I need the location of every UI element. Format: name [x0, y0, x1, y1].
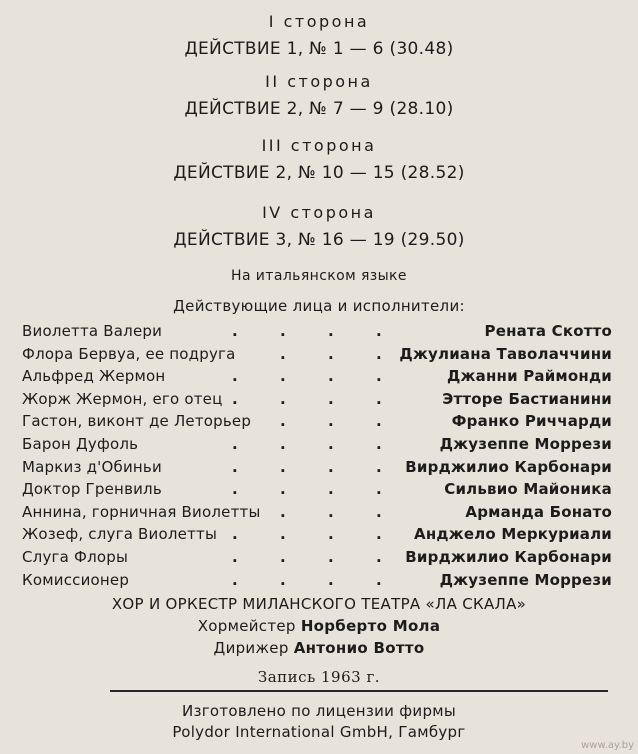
cast-performer: Джулиана Таволаччини	[399, 344, 612, 363]
chorus-master-label: Хормейстер	[197, 617, 296, 635]
side-4-act: ДЕЙСТВИЕ 3, № 16 — 19 (29.50)	[173, 230, 465, 250]
cast-role: Маркиз д'Обиньи	[22, 457, 162, 476]
cast-row: Маркиз д'Обиньи . . . . Вирджилио Карбонари	[22, 457, 612, 476]
side-3-label: III сторона	[261, 136, 377, 155]
cast-row: Комиссионер . . . . Джузеппе Моррези	[22, 570, 612, 589]
cast-heading: Действующие лица и исполнители:	[173, 297, 465, 315]
conductor-name: Антонио Вотто	[293, 639, 425, 657]
cast-row: Флора Бервуа, ее подруга . . . Джулиана Таволаччини	[22, 344, 612, 363]
conductor	[0, 639, 638, 657]
cast-role: Жозеф, слуга Виолетты	[22, 525, 218, 544]
license-line-2: Polydor International GmbH, Гамбург	[172, 723, 466, 741]
side-1-act: ДЕЙСТВИЕ 1, № 1 — 6 (30.48)	[184, 39, 454, 59]
cast-role: Флора Бервуа, ее подруга	[22, 344, 236, 363]
cast-row: Жорж Жермон, его отец . . . . Этторе Бастианини	[22, 389, 612, 408]
cast-role: Альфред Жермон	[22, 367, 166, 386]
cast-row: Альфред Жермон . . . . Джанни Раймонди	[22, 367, 612, 386]
cast-role: Комиссионер	[22, 570, 130, 589]
cast-role: Гастон, виконт де Леторьер	[22, 412, 252, 431]
cast-role: Аннина, горничная Виолетты	[22, 502, 261, 521]
cast-row: Слуга Флоры . . . . Вирджилио Карбонари	[22, 547, 612, 566]
chorus-master-name: Норберто Мола	[300, 617, 441, 635]
cast-role: Жорж Жермон, его отец	[22, 389, 223, 408]
side-3-act: ДЕЙСТВИЕ 2, № 10 — 15 (28.52)	[173, 163, 465, 183]
conductor-label: Дирижер	[213, 639, 289, 657]
cast-list	[22, 322, 612, 593]
chorus-orchestra: ХОР И ОРКЕСТР МИЛАНСКОГО ТЕАТРА «ЛА СКАЛА»	[111, 595, 527, 613]
chorus-master	[0, 617, 638, 635]
cast-role: Виолетта Валери	[22, 322, 163, 340]
cast-performer: Этторе Бастианини	[442, 389, 612, 408]
language-note: На итальянском языке	[231, 268, 407, 284]
cast-row: Доктор Гренвиль . . . . Сильвио Майоника	[22, 480, 612, 499]
cast-performer: Франко Риччарди	[451, 412, 612, 431]
cast-performer: Джузеппе Моррези	[439, 570, 612, 589]
cast-row: Виолетта Валери . . . . Рената Скотто	[22, 322, 612, 340]
side-4-label: IV сторона	[262, 203, 376, 222]
cast-row: Жозеф, слуга Виолетты . . . . Анджело Меркуриали	[22, 525, 612, 544]
cast-role: Слуга Флоры	[22, 547, 129, 566]
side-2-act: ДЕЙСТВИЕ 2, № 7 — 9 (28.10)	[184, 99, 454, 119]
side-2-label: II сторона	[265, 72, 373, 91]
cast-performer: Вирджилио Карбонари	[405, 547, 612, 566]
divider-rule	[110, 690, 608, 692]
recording-year: Запись 1963 г.	[257, 668, 381, 686]
side-1-label: I сторона	[268, 12, 370, 31]
cast-performer: Вирджилио Карбонари	[405, 457, 612, 476]
cast-row: Барон Дуфоль . . . . Джузеппе Моррези	[22, 434, 612, 453]
cast-row: Аннина, горничная Виолетты . . . Арманда Бонато	[22, 502, 612, 521]
cast-role: Барон Дуфоль	[22, 434, 139, 453]
cast-performer: Сильвио Майоника	[444, 480, 612, 499]
watermark: www.ay.by	[581, 740, 634, 751]
cast-row: Гастон, виконт де Леторьер . . . Франко Риччарди	[22, 412, 612, 431]
cast-performer: Джузеппе Моррези	[439, 434, 612, 453]
cast-performer: Джанни Раймонди	[446, 367, 612, 386]
license-line-1: Изготовлено по лицензии фирмы	[181, 702, 457, 720]
cast-performer: Рената Скотто	[484, 322, 612, 340]
cast-performer: Анджело Меркуриали	[414, 525, 612, 544]
cast-performer: Арманда Бонато	[465, 502, 612, 521]
cast-role: Доктор Гренвиль	[22, 480, 162, 499]
